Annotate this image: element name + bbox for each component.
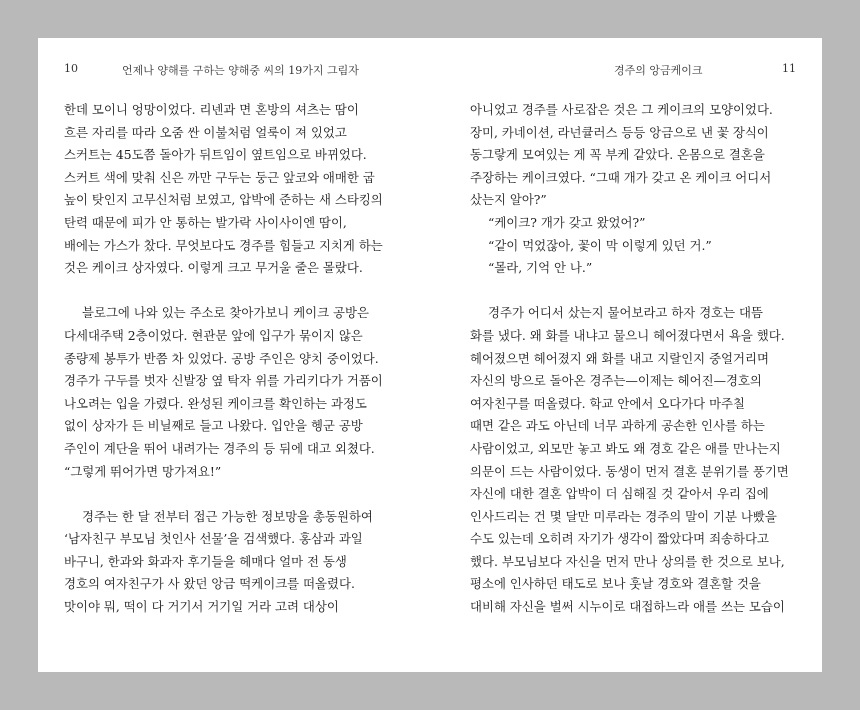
text-line: 장미, 카네이션, 라넌큘러스 등등 앙금으로 낸 꽃 장식이 — [470, 124, 769, 140]
paragraph-gap — [470, 280, 806, 303]
text-line: 스커트 색에 맞춰 신은 까만 구두는 둥근 앞코와 애매한 굽 — [64, 169, 375, 185]
text-line: 사람이었고, 외모만 놓고 봐도 왜 경호 같은 애를 만나는지 — [470, 440, 781, 456]
text-line: “그렇게 뛰어가면 망가져요!” — [64, 463, 222, 479]
right-body-text — [470, 99, 806, 619]
right-running-title: 경주의 앙금케이크 — [614, 64, 703, 77]
text-line: “케이크? 개가 갖고 왔었어?” — [488, 214, 646, 230]
text-line: 것은 케이크 상자였다. 이렇게 크고 무거울 줄은 몰랐다. — [64, 260, 363, 276]
text-line: 탄력 때문에 피가 안 통하는 발가락 사이사이엔 땀이, — [64, 214, 347, 230]
text-line: 동그랗게 모여있는 게 꼭 부케 같았다. 온몸으로 결혼을 — [470, 147, 765, 163]
text-line: 자신에 대한 결혼 압박이 더 심해질 것 같아서 우리 집에 — [470, 486, 769, 502]
text-line: ‘남자친구 부모님 첫인사 선물’을 검색했다. 홍삼과 과일 — [64, 531, 363, 547]
text-line: “몰라, 기억 안 나.” — [488, 260, 593, 276]
right-page — [430, 38, 822, 672]
text-line: 인사드리는 건 몇 달만 미루라는 경주의 말이 기분 나빴을 — [470, 508, 777, 524]
text-line: “같이 먹었잖아, 꽃이 막 이렇게 있던 거.” — [488, 237, 712, 253]
text-line: 주장하는 케이크였다. “그때 개가 갖고 온 케이크 어디서 — [470, 169, 772, 185]
left-page — [38, 38, 430, 672]
book-spread — [38, 38, 822, 672]
text-line: 블로그에 나와 있는 주소로 찾아가보니 케이크 공방은 — [82, 305, 369, 321]
paragraph-gap — [64, 280, 400, 303]
text-line: 수도 있는데 오히려 자기가 생각이 짧았다며 죄송하다고 — [470, 531, 769, 547]
text-line: 샀는지 알아?” — [470, 192, 547, 208]
text-line: 주인이 계단을 뛰어 내려가는 경주의 등 뒤에 대고 외쳤다. — [64, 440, 375, 456]
text-line: 경호의 여자친구가 사 왔던 앙금 떡케이크를 떠올렸다. — [64, 576, 355, 592]
right-page-number: 11 — [782, 62, 796, 75]
text-line: 경주는 한 달 전부터 접근 가능한 정보망을 총동원하여 — [82, 508, 373, 524]
text-line: 높이 탓인지 고무신처럼 보였고, 압박에 준하는 새 스타킹의 — [64, 192, 383, 208]
left-body-text — [64, 99, 400, 619]
text-line: 다세대주택 2층이었다. 현관문 앞에 입구가 묶이지 않은 — [64, 327, 363, 343]
text-line: 나오려는 입을 가렸다. 완성된 케이크를 확인하는 과정도 — [64, 395, 367, 411]
left-page-number: 10 — [64, 62, 78, 75]
left-running-title: 언제나 양해를 구하는 양해중 씨의 19가지 그림자 — [122, 64, 359, 77]
text-line: 의문이 드는 사람이었다. 동생이 먼저 결혼 분위기를 풍기면 — [470, 463, 789, 479]
text-line: 헤어졌으면 헤어졌지 왜 화를 내고 지랄인지 중얼거리며 — [470, 350, 769, 366]
text-line: 아니었고 경주를 사로잡은 것은 그 케이크의 모양이었다. — [470, 102, 773, 117]
text-line: 화를 냈다. 왜 화를 내냐고 물으니 헤어졌다면서 욕을 했다. — [470, 327, 785, 343]
text-line: 대비해 자신을 벌써 시누이로 대접하느라 애를 쓰는 모습이 — [470, 599, 785, 615]
text-line: 종량제 봉투가 반쯤 차 있었다. 공방 주인은 양치 중이었다. — [64, 350, 379, 366]
text-line: 한데 모이니 엉망이었다. 리넨과 면 혼방의 셔츠는 땀이 — [64, 102, 359, 117]
text-line: 바구니, 한과와 화과자 후기들을 헤매다 얼마 전 동생 — [64, 553, 347, 569]
text-line: 했다. 부모님보다 자신을 먼저 만나 상의를 한 것으로 보나, — [470, 553, 785, 569]
text-line: 평소에 인사하던 태도로 보나 훗날 경호와 결혼할 것을 — [470, 576, 761, 592]
text-line: 스커트는 45도쯤 돌아가 뒤트임이 옆트임으로 바뀌었다. — [64, 147, 367, 163]
text-line: 흐른 자리를 따라 오줌 싼 이불처럼 얼룩이 져 있었고 — [64, 124, 347, 140]
text-line: 배에는 가스가 찼다. 무엇보다도 경주를 힘들고 지치게 하는 — [64, 237, 383, 253]
text-line: 경주가 구두를 벗자 신발장 옆 탁자 위를 가리키다가 거품이 — [64, 373, 383, 389]
text-line: 맛이야 뭐, 떡이 다 거기서 거기일 거라 고려 대상이 — [64, 599, 339, 615]
text-line: 때면 같은 과도 아닌데 너무 과하게 공손한 인사를 하는 — [470, 418, 765, 434]
text-line: 여자친구를 떠올렸다. 학교 안에서 오다가다 마주칠 — [470, 395, 745, 411]
text-line: 없이 상자가 든 비닐째로 들고 나왔다. 입안을 헹군 공방 — [64, 418, 363, 434]
text-line: 경주가 어디서 샀는지 물어보라고 하자 경호는 대뜸 — [488, 305, 763, 321]
text-line: 자신의 방으로 돌아온 경주는—이제는 헤어진—경호의 — [470, 373, 762, 389]
paragraph-gap — [64, 483, 400, 506]
